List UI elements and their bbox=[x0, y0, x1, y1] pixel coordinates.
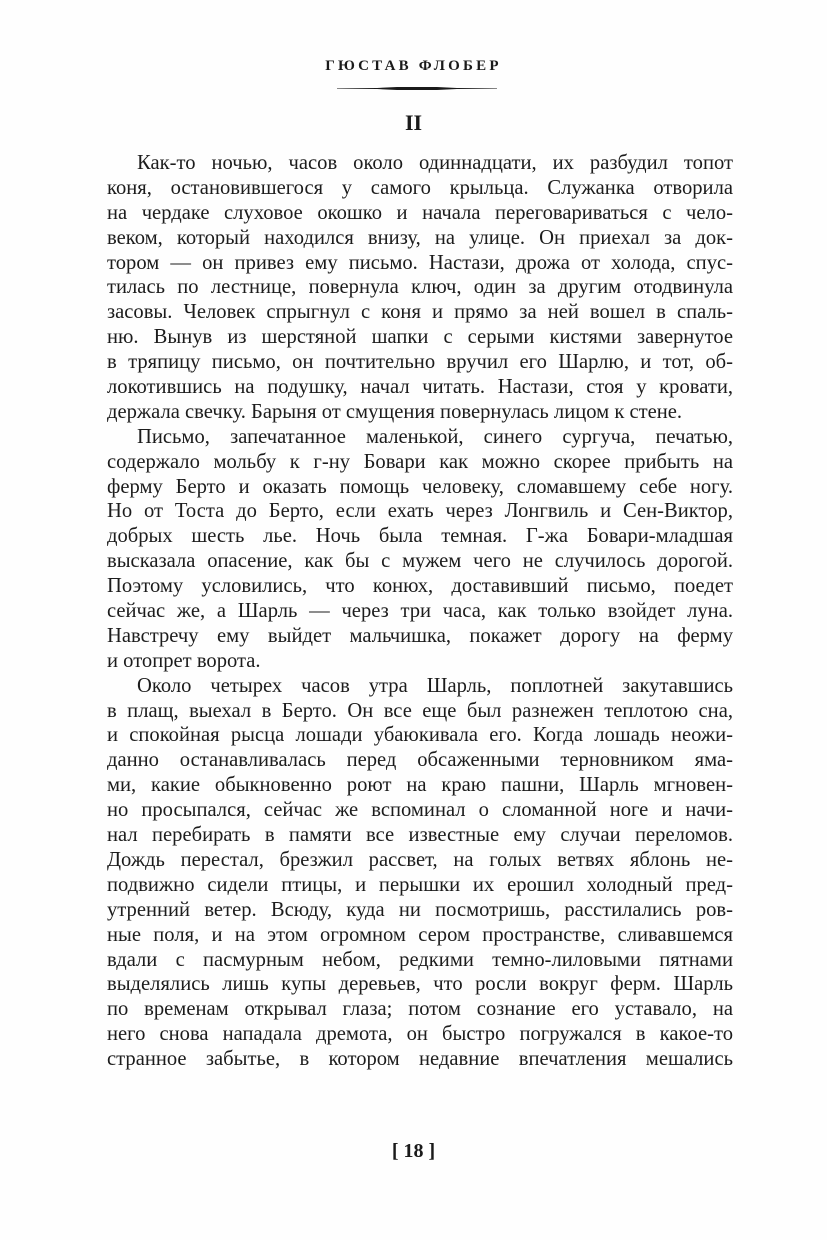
text-line: ферму Берто и оказать помощь человеку, сломавшему себе ногу. bbox=[107, 475, 733, 498]
text-line: в плащ, выехал в Берто. Он все еще был разнежен теплотою сна, bbox=[107, 699, 733, 722]
text-line: Навстречу ему выйдет мальчишка, покажет дорогу на ферму bbox=[107, 624, 733, 647]
text-line: Но от Тоста до Берто, если ехать через Лонгвиль и Сен-Виктор, bbox=[107, 500, 733, 523]
text-line: ми, какие обыкновенно роют на краю пашни, Шарль мгновен- bbox=[107, 774, 733, 797]
text-line: Дождь перестал, брезжил рассвет, на голых ветвях яблонь не- bbox=[107, 848, 733, 871]
running-head-author: ГЮСТАВ ФЛОБЕР bbox=[325, 58, 502, 74]
paragraph bbox=[107, 151, 733, 425]
text-line: содержало мольбу к г-ну Бовари как можно скорее прибыть на bbox=[107, 450, 733, 473]
text-line: тилась по лестнице, повернула ключ, один за другим отодвинула bbox=[107, 276, 733, 299]
chapter-number: II bbox=[404, 110, 423, 135]
text-line: высказала опасение, как бы с мужем чего не случилось дорогой. bbox=[107, 550, 733, 573]
text-line: Поэтому условились, что конюх, доставивший письмо, поедет bbox=[107, 575, 733, 598]
paragraph bbox=[107, 674, 733, 1072]
text-line: странное забытье, в котором недавние впечатления мешались bbox=[107, 1048, 733, 1071]
text-line: выделялись лишь купы деревьев, что росли вокруг ферм. Шарль bbox=[107, 973, 733, 996]
text-line: но просыпался, сейчас же вспоминал о сломанной ноге и начи- bbox=[107, 799, 733, 822]
text-line: добрых шесть лье. Ночь была темная. Г-жа Бовари-младшая bbox=[107, 525, 733, 548]
text-line: нал перебирать в памяти все известные ему случаи переломов. bbox=[107, 824, 733, 847]
body-text bbox=[107, 151, 733, 1072]
text-line: держала свечку. Барыня от смущения повернулась лицом к стене. bbox=[107, 400, 683, 423]
text-line: на чердаке слуховое окошко и начала переговариваться с чело- bbox=[107, 201, 733, 224]
text-line: Как-то ночью, часов около одиннадцати, их разбудил топот bbox=[137, 152, 733, 174]
page-number: [ 18 ] bbox=[391, 1140, 436, 1162]
text-line: Около четырех часов утра Шарль, поплотней закутавшись bbox=[137, 674, 733, 697]
text-line: и спокойная рысца лошади убаюкивала его. Когда лошадь неожи- bbox=[107, 724, 733, 747]
ornamental-rule bbox=[337, 86, 497, 91]
text-line: утренний ветер. Всюду, куда ни посмотришь, расстилались ров- bbox=[107, 898, 733, 921]
text-line: по временам открывал глаза; потом сознание его уставало, на bbox=[107, 998, 733, 1021]
text-line: подвижно сидели птицы, и перышки их ерошил холодный пред- bbox=[107, 873, 733, 896]
text-line: ные поля, и на этом огромном сером пространстве, сливавшемся bbox=[107, 923, 733, 946]
text-line: и отопрет ворота. bbox=[107, 649, 261, 672]
paragraph bbox=[107, 425, 733, 674]
text-line: сейчас же, а Шарль — через три часа, как только взойдет луна. bbox=[107, 600, 733, 623]
text-line: Письмо, запечатанное маленькой, синего сургуча, печатью, bbox=[137, 425, 733, 448]
text-line: ню. Вынув из шерстяной шапки с серыми кистями завернутое bbox=[107, 326, 733, 349]
text-line: локотившись на подушку, начал читать. Настази, стоя у кровати, bbox=[107, 376, 733, 399]
text-line: в тряпицу письмо, он почтительно вручил его Шарлю, и тот, об- bbox=[107, 351, 733, 374]
text-line: засовы. Человек спрыгнул с коня и прямо за ней вошел в спаль- bbox=[107, 301, 733, 324]
text-line: коня, остановившегося у самого крыльца. Служанка отворила bbox=[107, 176, 733, 199]
text-line: тором — он привез ему письмо. Настази, дрожа от холода, спус- bbox=[107, 251, 733, 274]
text-line: данно останавливалась перед обсаженными терновником яма- bbox=[107, 749, 733, 772]
text-line: него снова нападала дремота, он быстро погружался в какое-то bbox=[107, 1023, 733, 1046]
text-line: веком, который находился внизу, на улице. Он приехал за док- bbox=[107, 226, 733, 249]
text-line: вдали с пасмурным небом, редкими темно-лиловыми пятнами bbox=[107, 948, 733, 971]
